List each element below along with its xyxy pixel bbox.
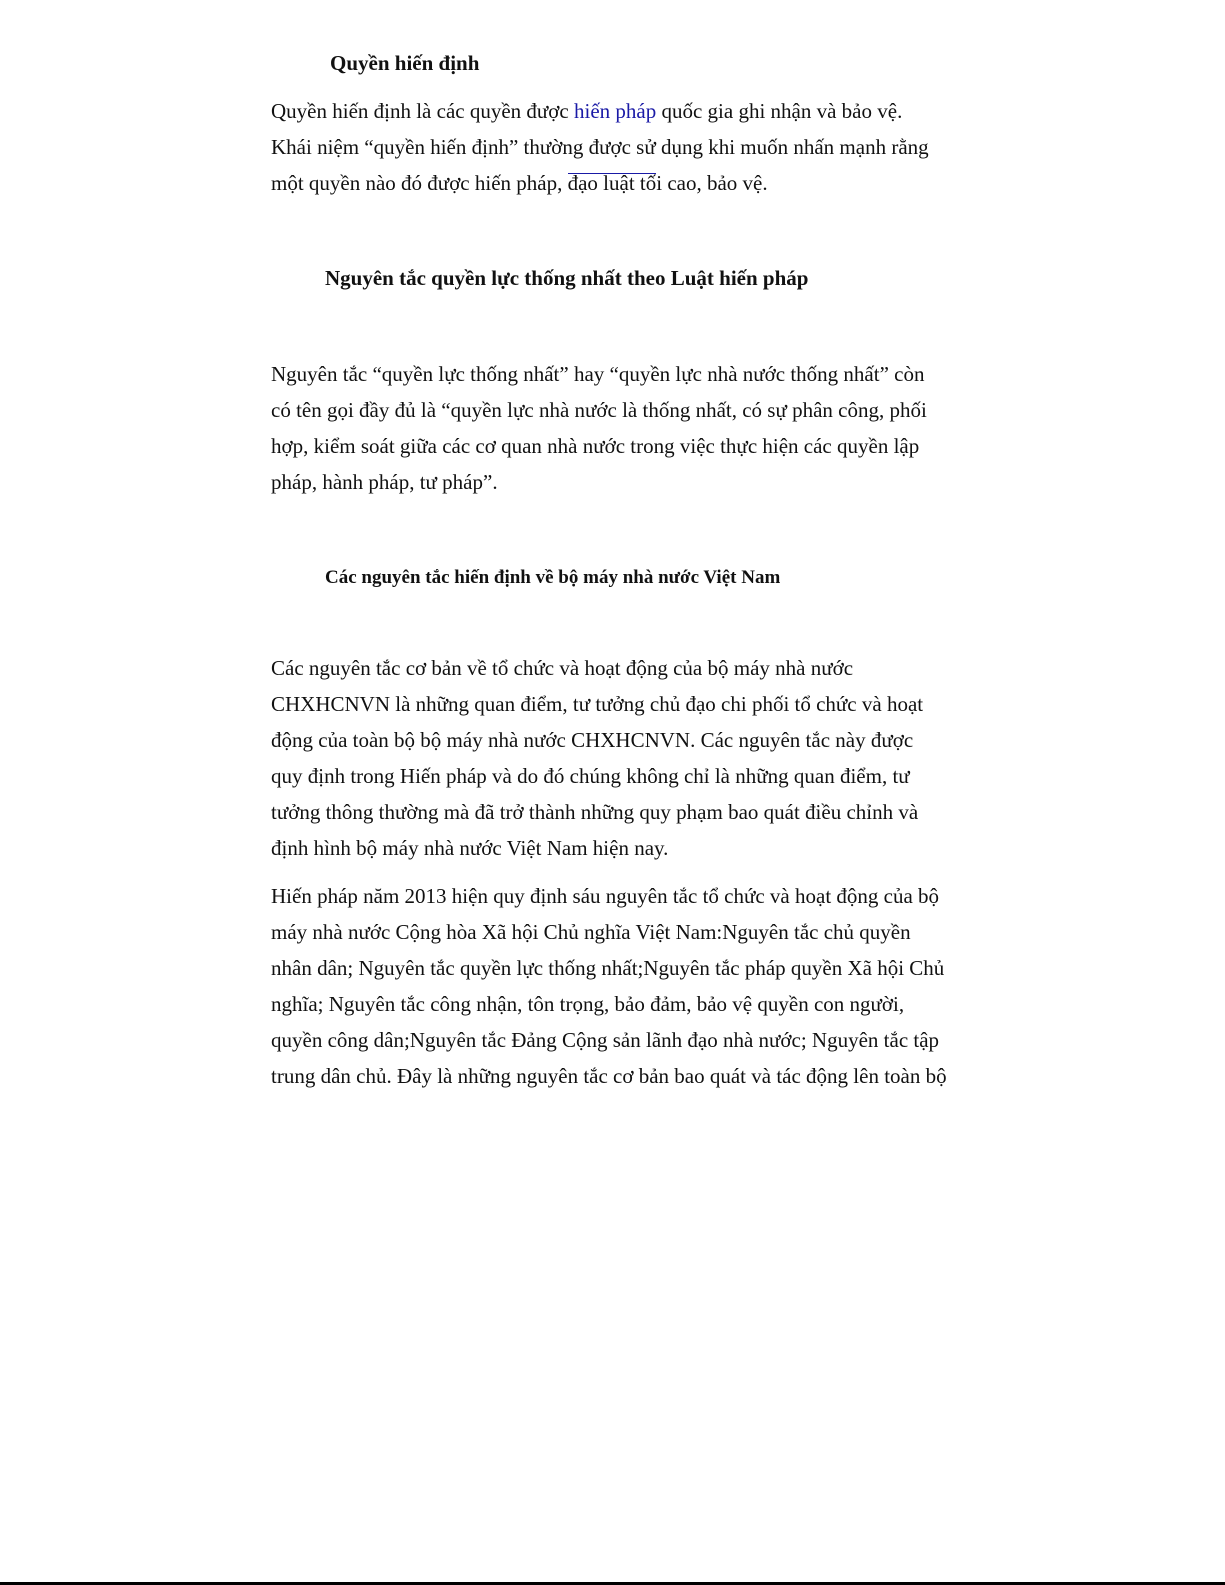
text-line: Khái niệm “quyền hiến định” thường được sử dụng khi muốn nhấn mạnh rằng: [271, 135, 929, 159]
hien-phap-link[interactable]: hiến pháp: [573, 99, 657, 123]
text-line: có tên gọi đầy đủ là “quyền lực nhà nước là thống nhất, có sự phân công, phối: [271, 398, 927, 422]
text-line: pháp, hành pháp, tư pháp”.: [271, 470, 498, 494]
text-line: Nguyên tắc “quyền lực thống nhất” hay “quyền lực nhà nước thống nhất” còn: [271, 362, 925, 386]
text-line: quyền công dân;Nguyên tắc Đảng Cộng sản lãnh đạo nhà nước; Nguyên tắc tập: [271, 1028, 940, 1052]
paragraph-nguyen-tac-co-ban: [271, 650, 951, 866]
text-line: máy nhà nước Cộng hòa Xã hội Chủ nghĩa Việt Nam:Nguyên tắc chủ quyền: [271, 920, 911, 944]
paragraph-hien-phap-2013: [271, 878, 951, 1094]
text-run: quốc gia ghi nhận và bảo vệ.: [656, 99, 903, 123]
text-run: Quyền hiến định là các quyền được: [271, 99, 574, 123]
heading-cac-nguyen-tac-hien-dinh: Các nguyên tắc hiến định về bộ máy nhà nước Việt Nam: [325, 567, 781, 588]
text-line: động của toàn bộ bộ máy nhà nước CHXHCNVN. Các nguyên tắc này được: [271, 728, 914, 752]
heading-nguyen-tac-quyen-luc-thong-nhat: Nguyên tắc quyền lực thống nhất theo Luật hiến pháp: [325, 266, 809, 290]
text-line: nghĩa; Nguyên tắc công nhận, tôn trọng, bảo đảm, bảo vệ quyền con người,: [271, 992, 905, 1016]
text-line: CHXHCNVN là những quan điểm, tư tưởng chủ đạo chi phối tổ chức và hoạt: [271, 692, 924, 716]
text-line: trung dân chủ. Đây là những nguyên tắc cơ bản bao quát và tác động lên toàn bộ: [271, 1064, 947, 1088]
text-line: Các nguyên tắc cơ bản về tổ chức và hoạt động của bộ máy nhà nước: [271, 656, 854, 680]
text-run: cao, bảo vệ.: [662, 171, 768, 195]
text-line: tưởng thông thường mà đã trở thành những quy phạm bao quát điều chỉnh và: [271, 800, 919, 824]
text-line: [271, 165, 951, 201]
paragraph-quyen-luc-thong-nhat: [271, 356, 951, 500]
heading-quyen-hien-dinh: Quyền hiến định: [330, 51, 480, 75]
text-line: Hiến pháp năm 2013 hiện quy định sáu nguyên tắc tổ chức và hoạt động của bộ: [271, 884, 940, 908]
text-line: định hình bộ máy nhà nước Việt Nam hiện nay.: [271, 836, 669, 860]
text-line: quy định trong Hiến pháp và do đó chúng không chỉ là những quan điểm, tư: [271, 764, 910, 788]
marked-text: đạo luật tối: [567, 171, 663, 195]
text-line: nhân dân; Nguyên tắc quyền lực thống nhất;Nguyên tắc pháp quyền Xã hội Chủ: [271, 956, 945, 980]
paragraph-quyen-hien-dinh: [271, 93, 951, 201]
text-line: hợp, kiểm soát giữa các cơ quan nhà nước trong việc thực hiện các quyền lập: [271, 434, 920, 458]
text-line: [271, 93, 951, 129]
text-run: một quyền nào đó được hiến pháp,: [271, 171, 568, 195]
